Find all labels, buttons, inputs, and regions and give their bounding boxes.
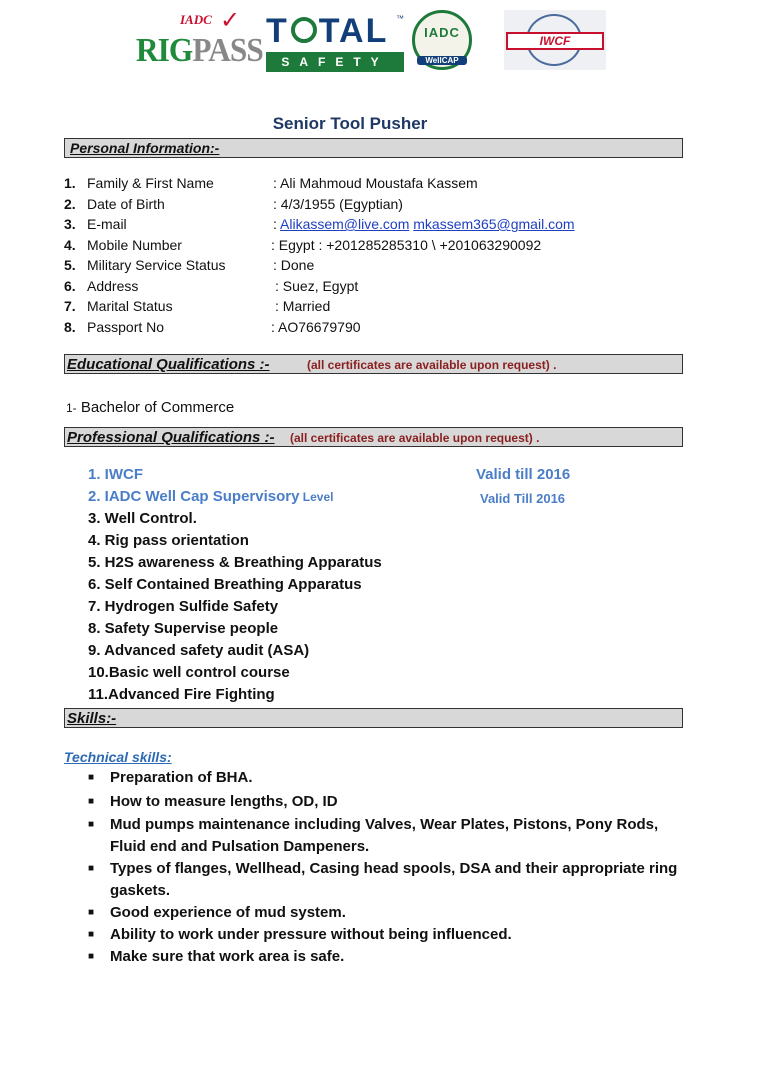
personal-info-label: Mobile Number bbox=[87, 236, 182, 253]
personal-info-num: 6. bbox=[64, 277, 76, 294]
bullet-icon: ■ bbox=[88, 907, 95, 918]
personal-info-label: Marital Status bbox=[87, 298, 173, 314]
qualification-item bbox=[88, 530, 249, 552]
technical-skill-text: gaskets. bbox=[110, 882, 171, 899]
personal-info-num: 3. bbox=[64, 216, 76, 232]
checkmark-icon: ✓ bbox=[220, 6, 241, 34]
qualification-text: 3. Well Control. bbox=[88, 510, 197, 527]
qualification-text: 7. Hydrogen Sulfide Safety bbox=[88, 598, 279, 615]
qualification-item bbox=[88, 640, 309, 662]
iwcf-logo-label: IWCF bbox=[506, 32, 604, 50]
qualification-text: 4. Rig pass orientation bbox=[88, 532, 249, 549]
personal-info-label: Date of Birth bbox=[87, 195, 165, 212]
qualification-item bbox=[88, 684, 275, 706]
technical-skill-text: How to measure lengths, OD, ID bbox=[110, 793, 338, 810]
technical-skill-text: Good experience of mud system. bbox=[110, 904, 346, 921]
email-prefix: : bbox=[273, 216, 281, 232]
logo-banner bbox=[134, 6, 606, 72]
rigpass-logo-pass: PASS bbox=[192, 32, 263, 69]
total-logo-safety: SAFETY bbox=[266, 52, 404, 72]
personal-info-label: E-mail bbox=[87, 216, 127, 232]
technical-skill-text: Preparation of BHA. bbox=[110, 769, 253, 786]
qualification-item bbox=[88, 552, 382, 574]
email-link-primary[interactable]: Alikassem@live.com bbox=[280, 216, 410, 232]
section-skills-title: Skills:- bbox=[67, 710, 117, 727]
wellcap-logo-label: WellCAP bbox=[417, 56, 467, 65]
page-title: Senior Tool Pusher bbox=[272, 114, 428, 133]
total-logo-tm: ™ bbox=[396, 14, 404, 23]
personal-info-label: Family & First Name bbox=[87, 175, 214, 191]
qualification-item bbox=[88, 596, 278, 618]
section-professional-note: (all certificates are available upon request) . bbox=[290, 431, 540, 445]
section-education-title: Educational Qualifications :- bbox=[67, 356, 270, 373]
qualification-text: 6. Self Contained Breathing Apparatus bbox=[88, 576, 362, 593]
personal-info-value: : AO76679790 bbox=[271, 318, 361, 335]
qualification-item bbox=[88, 574, 362, 596]
qualification-level: Level bbox=[299, 490, 334, 504]
section-professional-title: Professional Qualifications :- bbox=[67, 429, 275, 446]
qualification-validity: Valid Till 2016 bbox=[480, 491, 566, 506]
section-professional-header bbox=[64, 427, 683, 447]
section-personal-header bbox=[64, 138, 683, 158]
qualification-item bbox=[88, 662, 290, 684]
section-education-header bbox=[64, 354, 683, 374]
personal-info-num: 5. bbox=[64, 257, 76, 273]
qualification-text: 5. H2S awareness & Breathing Apparatus bbox=[88, 554, 382, 571]
qualification-item bbox=[88, 508, 197, 530]
personal-info-value: : Ali Mahmoud Moustafa Kassem bbox=[273, 175, 478, 191]
personal-info-value bbox=[273, 214, 575, 234]
bullet-icon: ■ bbox=[88, 772, 95, 783]
qualification-text: 1. IWCF bbox=[88, 466, 143, 483]
rigpass-logo-iadc: IADC bbox=[180, 12, 212, 27]
qualification-text: 8. Safety Supervise people bbox=[88, 620, 279, 637]
technical-skill-text: Make sure that work area is safe. bbox=[110, 948, 345, 965]
personal-info-value: : Done bbox=[273, 257, 315, 273]
total-logo-ring bbox=[291, 17, 317, 43]
education-item-num: 1- bbox=[66, 401, 77, 415]
qualification-item bbox=[88, 464, 143, 486]
qualification-text: 10.Basic well control course bbox=[88, 664, 290, 681]
technical-skill-text: Types of flanges, Wellhead, Casing head spools, DSA and their appropriate ring bbox=[110, 860, 678, 877]
personal-info-value: : 4/3/1955 (Egyptian) bbox=[273, 195, 403, 212]
personal-info-label: Address bbox=[87, 277, 139, 294]
iwcf-logo bbox=[504, 10, 606, 70]
personal-info-num: 8. bbox=[64, 318, 76, 335]
technical-skill-text: Mud pumps maintenance including Valves, Wear Plates, Pistons, Pony Rods, bbox=[110, 816, 659, 833]
wellcap-logo-iadc: IADC bbox=[424, 25, 460, 40]
personal-info-num: 2. bbox=[64, 195, 76, 212]
technical-skill-text: Fluid end and Pulsation Dampeners. bbox=[110, 838, 370, 855]
qualification-validity: Valid till 2016 bbox=[476, 466, 571, 483]
personal-info-value: : Egypt : +201285285310 \ +201063290092 bbox=[271, 236, 542, 253]
personal-info-num: 1. bbox=[64, 175, 76, 191]
bullet-icon: ■ bbox=[88, 796, 95, 807]
email-link-secondary[interactable]: mkassem365@gmail.com bbox=[413, 216, 575, 232]
qualification-text: 2. IADC Well Cap Supervisory bbox=[88, 488, 300, 505]
section-personal-title: Personal Information:- bbox=[70, 140, 220, 156]
rigpass-logo bbox=[134, 6, 263, 70]
qualification-item bbox=[88, 618, 278, 640]
education-item bbox=[66, 399, 234, 416]
technical-skills-heading: Technical skills: bbox=[64, 749, 172, 765]
rigpass-logo-rig: RIG bbox=[136, 32, 193, 69]
qualification-text: 11.Advanced Fire Fighting bbox=[88, 686, 275, 703]
technical-skill-text: Ability to work under pressure without being influenced. bbox=[110, 926, 512, 943]
qualification-text: 9. Advanced safety audit (ASA) bbox=[88, 642, 310, 659]
personal-info-num: 4. bbox=[64, 236, 76, 253]
personal-info-value: : Married bbox=[275, 298, 331, 314]
bullet-icon: ■ bbox=[88, 819, 95, 830]
bullet-icon: ■ bbox=[88, 863, 95, 874]
personal-info-label: Military Service Status bbox=[87, 257, 226, 273]
bullet-icon: ■ bbox=[88, 951, 95, 962]
bullet-icon: ■ bbox=[88, 929, 95, 940]
section-skills-header bbox=[64, 708, 683, 728]
section-education-note: (all certificates are available upon request) . bbox=[307, 358, 557, 372]
personal-info-label: Passport No bbox=[87, 318, 165, 335]
wellcap-logo bbox=[406, 10, 490, 72]
qualification-item bbox=[88, 486, 333, 508]
personal-info-num: 7. bbox=[64, 298, 76, 314]
education-item-text: Bachelor of Commerce bbox=[76, 399, 235, 416]
personal-info-value: : Suez, Egypt bbox=[275, 277, 359, 294]
total-safety-logo: T TAL ™ SAFETY bbox=[266, 12, 406, 72]
